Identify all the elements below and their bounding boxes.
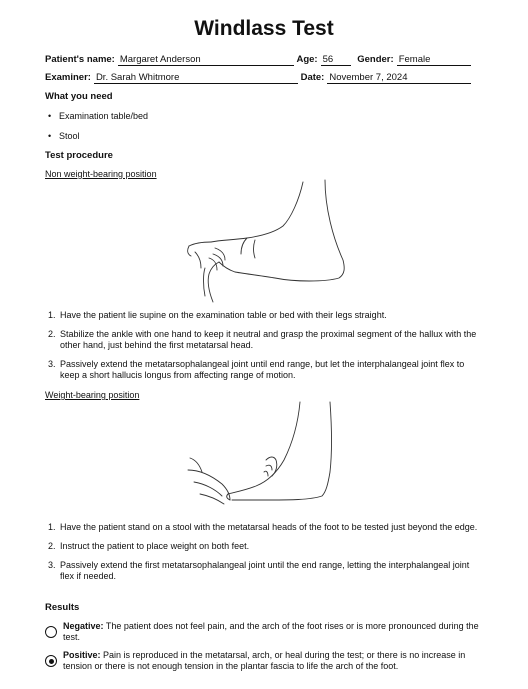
examiner-label: Examiner:: [45, 72, 91, 83]
list-item: 2. Stabilize the ankle with one hand to keep it neutral and grasp the proximal segment of the hallux with the other hand, just behind the first metatarsal head.: [48, 329, 477, 350]
positive-label: Positive:: [63, 650, 101, 660]
nwb-steps-list: [45, 310, 485, 389]
result-positive: [45, 650, 485, 672]
date-label: Date:: [300, 72, 325, 83]
patient-name-label: Patient's name:: [45, 54, 115, 65]
page-title: Windlass Test: [194, 17, 334, 40]
non-weight-bearing-subheading: Non weight-bearing position: [45, 169, 157, 179]
date-field[interactable]: November 7, 2024: [327, 73, 471, 84]
step-text: Have the patient lie supine on the examination table or bed with their legs straight.: [60, 310, 387, 320]
patient-info-row: [45, 54, 471, 66]
gender-label: Gender:: [357, 54, 394, 65]
step-text: Instruct the patient to place weight on both feet.: [60, 541, 250, 551]
negative-radio[interactable]: [45, 626, 57, 638]
results-heading: Results: [45, 602, 80, 613]
list-item: 1. Have the patient lie supine on the examination table or bed with their legs straight.: [48, 310, 387, 320]
patient-name-field[interactable]: Margaret Anderson: [118, 55, 294, 66]
step-text: Have the patient stand on a stool with the metatarsal heads of the foot to be tested just beyond the edge.: [60, 522, 478, 532]
list-item: 3. Passively extend the first metatarsophalangeal joint until the end range, letting the interphalangeal joint flex if needed.: [48, 560, 470, 581]
list-item: 2. Instruct the patient to place weight on both feet.: [48, 541, 250, 551]
result-negative: [45, 621, 485, 643]
wb-steps-list: [45, 522, 485, 590]
age-label: Age:: [296, 54, 318, 65]
positive-radio[interactable]: [45, 655, 57, 667]
what-you-need-heading: What you need: [45, 91, 113, 102]
negative-label: Negative:: [63, 621, 104, 631]
age-field[interactable]: 56: [321, 55, 351, 66]
equipment-item: • Examination table/bed: [45, 111, 148, 131]
equipment-item: • Stool: [45, 131, 148, 151]
foot-hallux-extension-supine-illustration: [175, 178, 355, 306]
test-procedure-heading: Test procedure: [45, 150, 113, 161]
step-text: Stabilize the ankle with one hand to keep it neutral and grasp the proximal segment of the hallux with the other hand, just behind the first metatarsal head.: [60, 329, 477, 350]
weight-bearing-subheading: Weight-bearing position: [45, 390, 140, 400]
step-text: Passively extend the metatarsophalangeal joint until end range, but let the interphalangeal joint flex to keep a short hallucis longus from affecting range of motion.: [60, 359, 465, 380]
examiner-info-row: [45, 72, 471, 84]
foot-hallux-extension-standing-illustration: [180, 400, 350, 512]
examiner-field[interactable]: Dr. Sarah Whitmore: [94, 73, 298, 84]
list-item: 3. Passively extend the metatarsophalangeal joint until end range, but let the interphalangeal joint flex to keep a short hallucis longus from affecting range of motion.: [48, 359, 465, 380]
step-text: Passively extend the first metatarsophalangeal joint until the end range, letting the interphalangeal joint flex if needed.: [60, 560, 470, 581]
gender-field[interactable]: Female: [397, 55, 471, 66]
list-item: 1. Have the patient stand on a stool with the metatarsal heads of the foot to be tested just beyond the edge.: [48, 522, 478, 532]
equipment-list: [45, 111, 148, 151]
negative-text: The patient does not feel pain, and the arch of the foot rises or is more pronounced during the test.: [63, 621, 479, 642]
positive-text: Pain is reproduced in the metatarsal, arch, or heal during the test; or there is no increase in tension or there is not enough tension in the plantar fascia to life the arch of the foot.: [63, 650, 466, 671]
